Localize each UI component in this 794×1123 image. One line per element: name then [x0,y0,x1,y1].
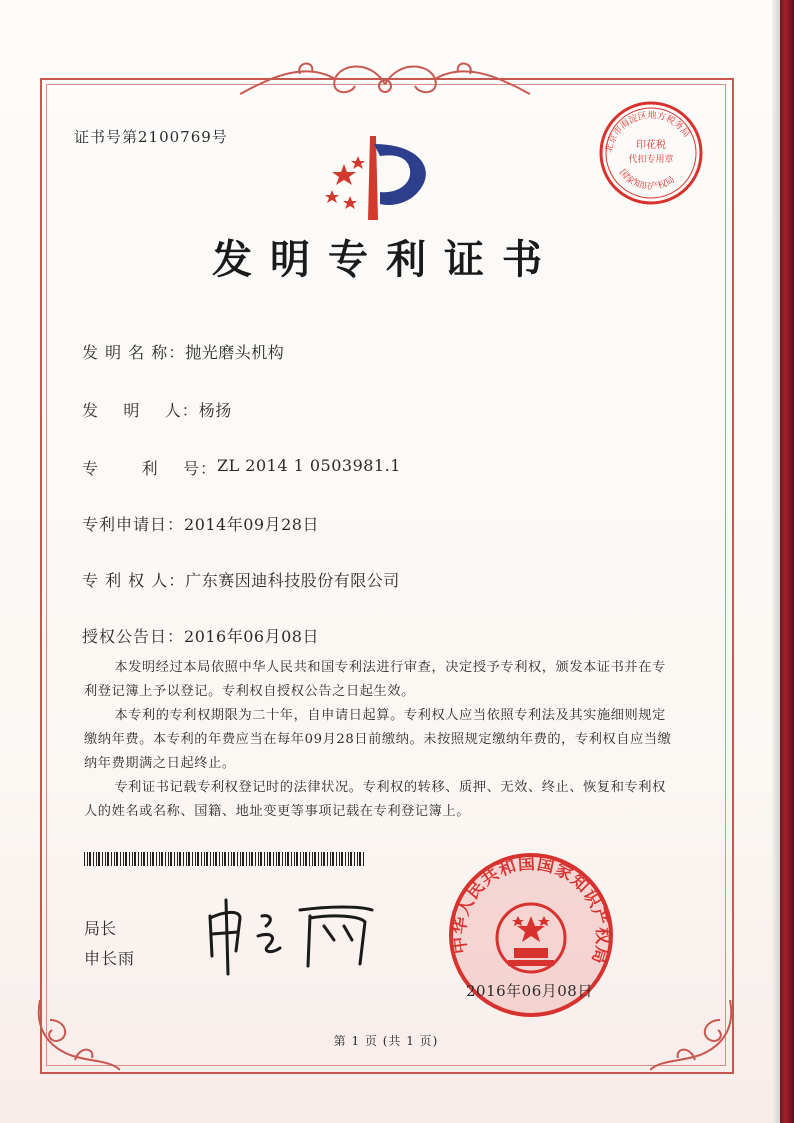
field-grant-date [82,624,319,647]
tax-seal-line1: 印花税 [636,140,666,151]
tax-seal-outer-text: 北京市海淀区地方税务局 [604,110,692,154]
seal-text: 中华人民共和国国家知识产权局 [449,853,613,967]
field-value: ZL 2014 1 0503981.1 [216,456,401,475]
body-paragraph-1: 本发明经过本局依照中华人民共和国专利法进行审查，决定授予专利权，颁发本证书并在专利登记簿上予以登记。专利权自授权公告之日起生效。 [84,660,666,699]
top-ornament [240,54,530,104]
tax-seal-line2: 代扣专用章 [628,155,674,165]
svg-text:国家知识产权局 [617,167,677,192]
issue-date: 2016年06月08日 [466,982,593,1000]
certificate-number: 证书号第2100769号 [74,128,228,146]
barcode [84,852,364,866]
field-label: 发 明 人： [82,401,199,420]
director-name: 申长雨 [84,949,136,968]
field-application-date [82,512,319,535]
field-label: 专 利 权 人： [82,571,186,590]
tax-seal [596,98,706,212]
binding-shadow [772,0,780,1123]
field-value: 杨扬 [198,401,232,420]
certificate-body [84,656,674,824]
field-invention-name [82,340,284,363]
field-value: 2016年06月08日 [184,627,319,646]
tax-seal-bottom-text: 国家知识产权局 [616,167,677,193]
page-number: 第 1 页 (共 1 页) [333,1034,439,1048]
field-label: 专利申请日： [82,515,185,534]
body-paragraph-3: 专利证书记载专利权登记时的法律状况。专利权的转移、质押、无效、终止、恢复和专利权人的姓名或名称、国籍、地址变更等事项记载在专利登记簿上。 [84,780,666,819]
field-patent-number [82,456,401,479]
certificate-title: 发明专利证书 [212,236,560,283]
field-value: 广东赛因迪科技股份有限公司 [185,571,400,590]
red-binding-edge [780,0,794,1123]
director-signature [200,896,380,980]
field-value: 2014年09月28日 [184,515,319,534]
field-label: 授权公告日： [82,627,185,646]
field-inventor [82,398,232,421]
field-patentee [82,568,400,591]
cnipa-logo [314,134,444,228]
field-label: 发 明 名 称： [82,343,186,362]
director-title: 局长 [84,919,117,938]
field-value: 抛光磨头机构 [185,343,285,362]
body-paragraph-2: 本专利的专利权期限为二十年，自申请日起算。专利权人应当依照专利法及其实施细则规定缴纳年费。本专利的年费应当在每年09月28日前缴纳。未按照规定缴纳年费的，专利权自应当缴纳年费期满之日起终止。 [84,708,672,771]
field-label: 专 利 号： [82,459,217,478]
